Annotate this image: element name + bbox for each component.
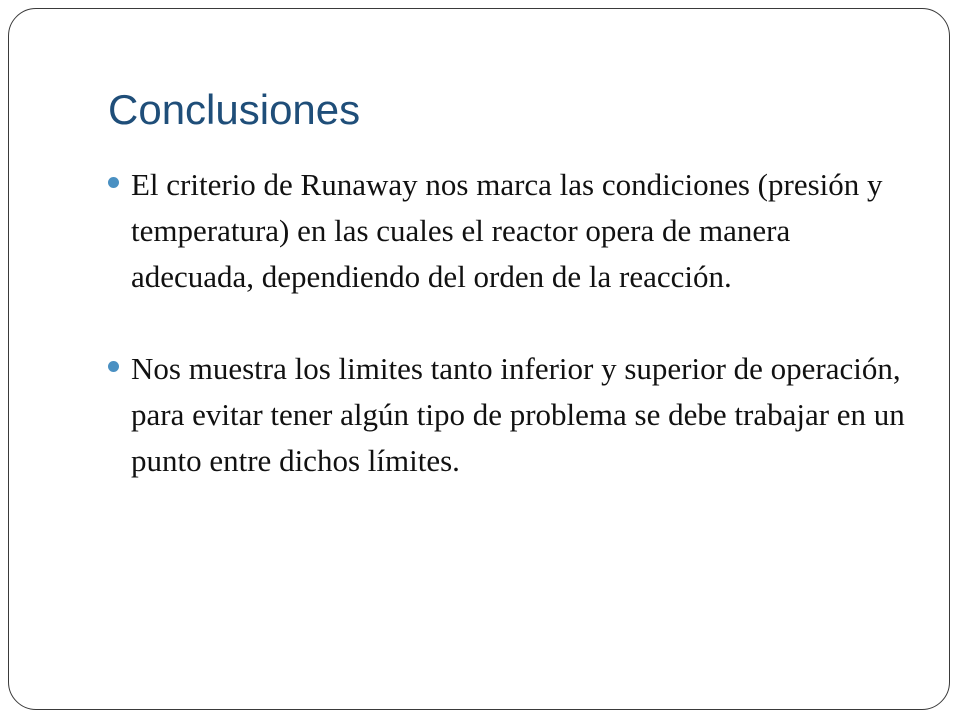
bullet-list bbox=[108, 162, 908, 530]
slide-title: Conclusiones bbox=[108, 86, 361, 133]
bullet-dot-icon bbox=[108, 361, 119, 372]
bullet-item-2 bbox=[108, 346, 908, 484]
bullet-text-2: Nos muestra los limites tanto inferior y superior de operación, para evitar tener algún tipo de problema se debe trabajar en un punto entre dichos límites. bbox=[131, 351, 905, 478]
bullet-item-1 bbox=[108, 162, 908, 300]
bullet-dot-icon bbox=[108, 177, 119, 188]
bullet-text-1: El criterio de Runaway nos marca las condiciones (presión y temperatura) en las cuales el reactor opera de manera adecuada, dependiendo del orden de la reacción. bbox=[131, 167, 883, 294]
